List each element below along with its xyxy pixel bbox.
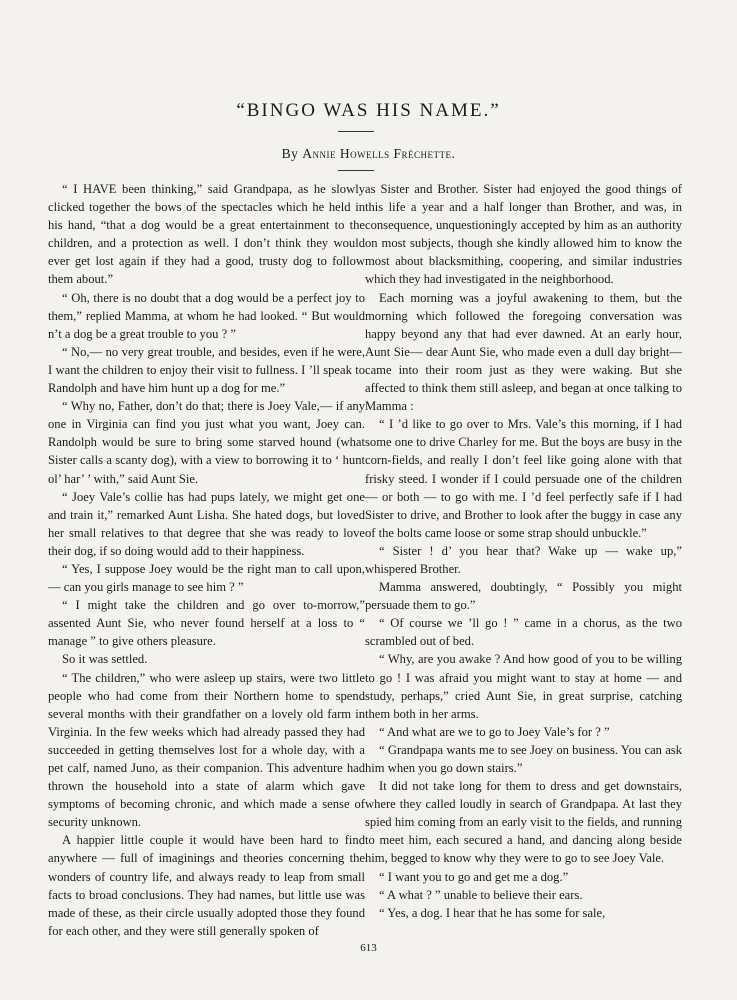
byline-prefix: By [281, 146, 299, 161]
paragraph: A happier little couple it would have been hard to find anywhere — full of imaginings and theories concerning the wonders of country life, and always ready to leap from small facts to broad conclusions. They had names, but little use was made of these, as their circle usually adopted those they found for each other, and they were still generally spoken of [48, 833, 365, 938]
paragraph: “ A what ? ” unable to believe their ears. [379, 887, 583, 902]
paragraph: “ Grandpapa wants me to see Joey on business. You can ask him when you go down stairs.” [365, 742, 682, 775]
paragraph: “ I might take the children and go over to-morrow,” assented Aunt Sie, who never found herself at a loss to “ manage ” to give others pleasure. [48, 598, 365, 649]
paragraph: “ Sister ! d’ you hear that? Wake up — wake up,” whispered Brother. [365, 543, 682, 576]
paragraph: “ I want you to go and get me a dog.” [379, 869, 569, 884]
author-name: Annie Howells Fréchette. [302, 146, 456, 161]
paragraph: “ Oh, there is no doubt that a dog would be a perfect joy to them,” replied Mamma, at whom he had looked. “ But would n’t a dog be a great trouble to you ? ” [48, 290, 365, 341]
paragraph: as Sister and Brother. Sister had enjoyed the good things of this life a year and a half longer than Brother, and was, in consequence, unquestioningly accepted by him as an authority on most subjects, though she kindly allowed him to know the most about blacksmithing, coopering, and similar industries which they had investigated in the neighborhood. [365, 182, 682, 287]
paragraph: “ Why, are you awake ? And how good of you to be willing to go ! I was afraid you might want to stay at home — and study, perhaps,” cried Aunt Sie, in great surprise, catching them both in her arms. [365, 652, 682, 721]
page-number: 613 [360, 942, 377, 954]
byline [0, 146, 737, 162]
paragraph: “ No,— no very great trouble, and besides, even if he were, I want the children to enjoy their visit to fullness. I ’ll speak to Randolph and have him hunt up a dog for me.” [48, 344, 365, 396]
paragraph: “ And what are we to go to Joey Vale’s for ? ” [379, 724, 610, 739]
left-column [48, 180, 365, 940]
paragraph: Each morning was a joyful awakening to them, but the morning which followed the foregoing conversation was happy beyond any that had ever dawned. At an early hour, Aunt Sie— dear Aunt Sie, who made even a dull day bright— came into their room just as they were waking. But she affected to think them still asleep, and began at once talking to Mamma : [365, 290, 682, 414]
paragraph: “ Joey Vale’s collie has had pups lately, we might get one and train it,” remarked Aunt Lisha. She hated dogs, but loved her small relatives to that degree that she was ready to love their dog, if so doing would add to their happiness. [48, 489, 365, 558]
byline-rule [338, 170, 374, 171]
paragraph: “ I ’d like to go over to Mrs. Vale’s this morning, if I had some one to drive Charley for me. But the boys are busy in the corn-fields, and really I don’t feel like going alone with that frisky steed. I wonder if I could persuade one of the children— or both — to go with me. I ’d feel perfectly safe if I had Sister to drive, and Brother to look after the buggy in case any of the bolts came loose or some strap should unbuckle.” [365, 417, 682, 540]
paragraph: It did not take long for them to dress and get downstairs, where they called loudly in search of Grandpapa. At last they spied him coming from an early visit to the fields, and running to meet him, each secured a hand, and dancing along beside him, begged to know why they were to go to see Joey Vale. [365, 779, 682, 866]
paragraph: “ Yes, I suppose Joey would be the right man to call upon,— can you girls manage to see him ? ” [48, 561, 365, 595]
paragraph: “ Why no, Father, don’t do that; there is Joey Vale,— if any one in Virginia can find you just what you want, Joey can. Randolph would be sure to bring some starved hound (what Sister calls a scanty dog), with a view to borrowing it to ‘ hunt ol’ har’ ’ with,” said Aunt Sie. [48, 399, 365, 486]
paragraph: Mamma answered, doubtingly, “ Possibly you might persuade them to go.” [365, 580, 682, 613]
paragraph: “ Yes, a dog. I hear that he has some for sale, [379, 905, 606, 920]
paragraph: So it was settled. [62, 652, 148, 667]
paragraph: “ Of course we ’ll go ! ” came in a chorus, as the two scrambled out of bed. [365, 616, 682, 649]
paragraph: “ I HAVE been thinking,” said Grandpapa, as he slowly clicked together the bows of the spectacles which he held in his hand, “that a dog would be a great entertainment to the children, and a protection as well. I don’t think they would ever get lost again if they had a good, trusty dog to follow them about.” [48, 182, 365, 287]
story-title: “BINGO WAS HIS NAME.” [236, 100, 501, 121]
title-rule [338, 131, 374, 132]
paragraph: “ The children,” who were asleep up stairs, were two little people who had come from their Northern home to spend several months with their grandfather on a lovely old farm in Virginia. In the few weeks which had already passed they had succeeded in getting themselves lost for a whole day, with a pet calf, named Juno, as their companion. This adventure had thrown the household into a state of alarm which gave symptoms of becoming chronic, and which made a sense of security unknown. [48, 670, 365, 830]
right-column [365, 180, 682, 922]
